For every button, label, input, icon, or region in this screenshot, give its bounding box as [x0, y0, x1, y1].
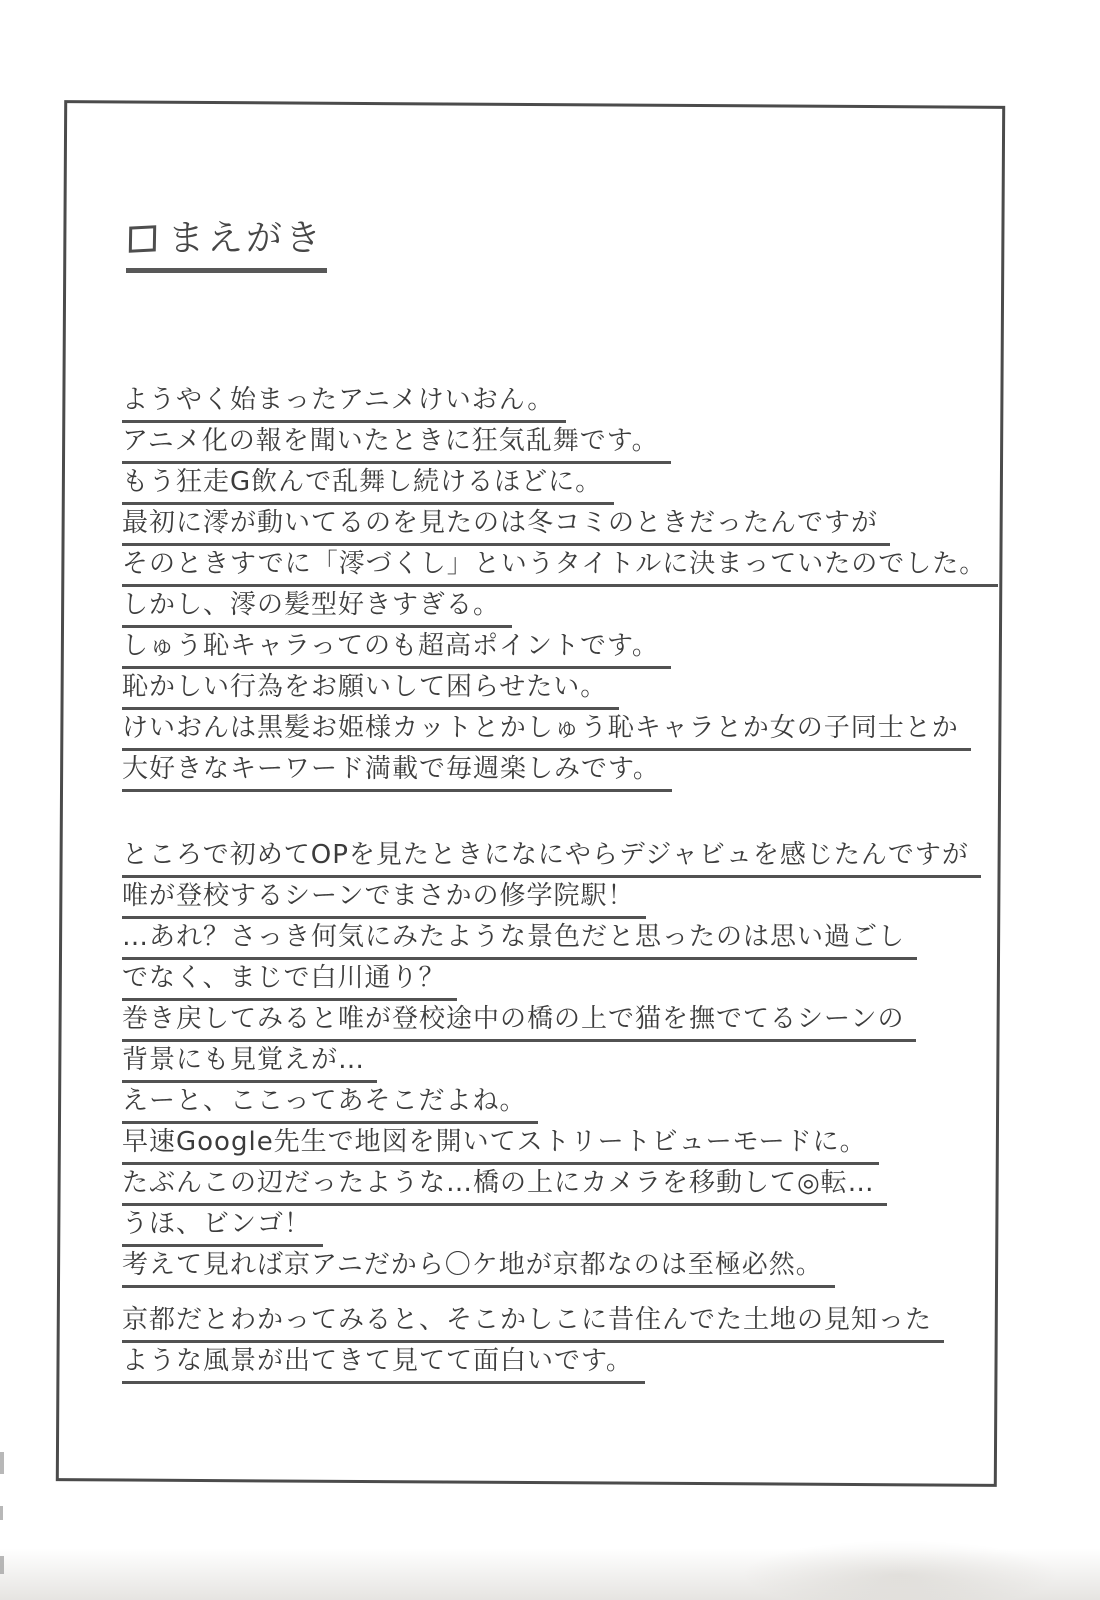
text-line: 京都だとわかってみると、そこかしこに昔住んでた土地の見知った [122, 1304, 944, 1343]
text-line: 背景にも見覚えが… [122, 1044, 377, 1083]
scan-shadow-bottom [0, 1548, 1100, 1600]
text-line: ような風景が出てきて見てて面白いです。 [122, 1345, 645, 1384]
text-line: アニメ化の報を聞いたときに狂気乱舞です。 [122, 425, 671, 464]
text-line: けいおんは黒髪お姫様カットとかしゅう恥キャラとか女の子同士とか [122, 712, 971, 751]
text-line: 恥かしい行為をお願いして困らせたい。 [122, 671, 619, 710]
scan-edge-mark [0, 1556, 4, 1574]
title-underline [126, 268, 327, 273]
text-line: もう狂走G飲んで乱舞し続けるほどに。 [122, 466, 614, 505]
text-line: 唯が登校するシーンでまさかの修学院駅！ [122, 880, 646, 919]
text-line: 早速Google先生で地図を開いてストリートビューモードに。 [122, 1126, 879, 1165]
text-line: 考えて見れば京アニだから〇ケ地が京都なのは至極必然。 [122, 1249, 835, 1288]
text-line: たぶんこの辺だったような…橋の上にカメラを移動して◎転… [122, 1167, 887, 1206]
paragraph-3 [122, 1304, 998, 1384]
scan-edge-mark [0, 1452, 4, 1474]
page-title-text: まえがき [168, 218, 325, 259]
page-title [129, 220, 327, 273]
scan-smudge [740, 1540, 1060, 1600]
text-line: ところで初めてOPを見たときになにやらデジャビュを感じたんですが [122, 839, 981, 878]
text-line: しかし、澪の髪型好きすぎる。 [122, 589, 512, 628]
text-line: ようやく始まったアニメけいおん。 [122, 384, 566, 423]
text-line: 巻き戻してみると唯が登校途中の橋の上で猫を撫でてるシーンの [122, 1003, 916, 1042]
paragraph-2 [122, 839, 998, 1288]
paragraph-1 [122, 384, 998, 792]
text-line: 大好きなキーワード満載で毎週楽しみです。 [122, 753, 672, 792]
text-line: …あれ？さっき何気にみたような景色だと思ったのは思い過ごし [122, 921, 917, 960]
square-bullet-icon [129, 225, 156, 252]
page-title-line [129, 220, 327, 258]
text-line: うほ、ビンゴ！ [122, 1208, 323, 1247]
text-line: 最初に澪が動いてるのを見たのは冬コミのときだったんですが [122, 507, 890, 546]
text-line: でなく、まじで白川通り？ [122, 962, 457, 1001]
text-line: えーと、ここってあそこだよね。 [122, 1085, 538, 1124]
text-line: しゅう恥キャラってのも超高ポイントです。 [122, 630, 671, 669]
text-line: そのときすでに「澪づくし」というタイトルに決まっていたのでした。 [122, 548, 998, 587]
preface-body [122, 384, 998, 1386]
scan-edge-mark [0, 1506, 3, 1520]
